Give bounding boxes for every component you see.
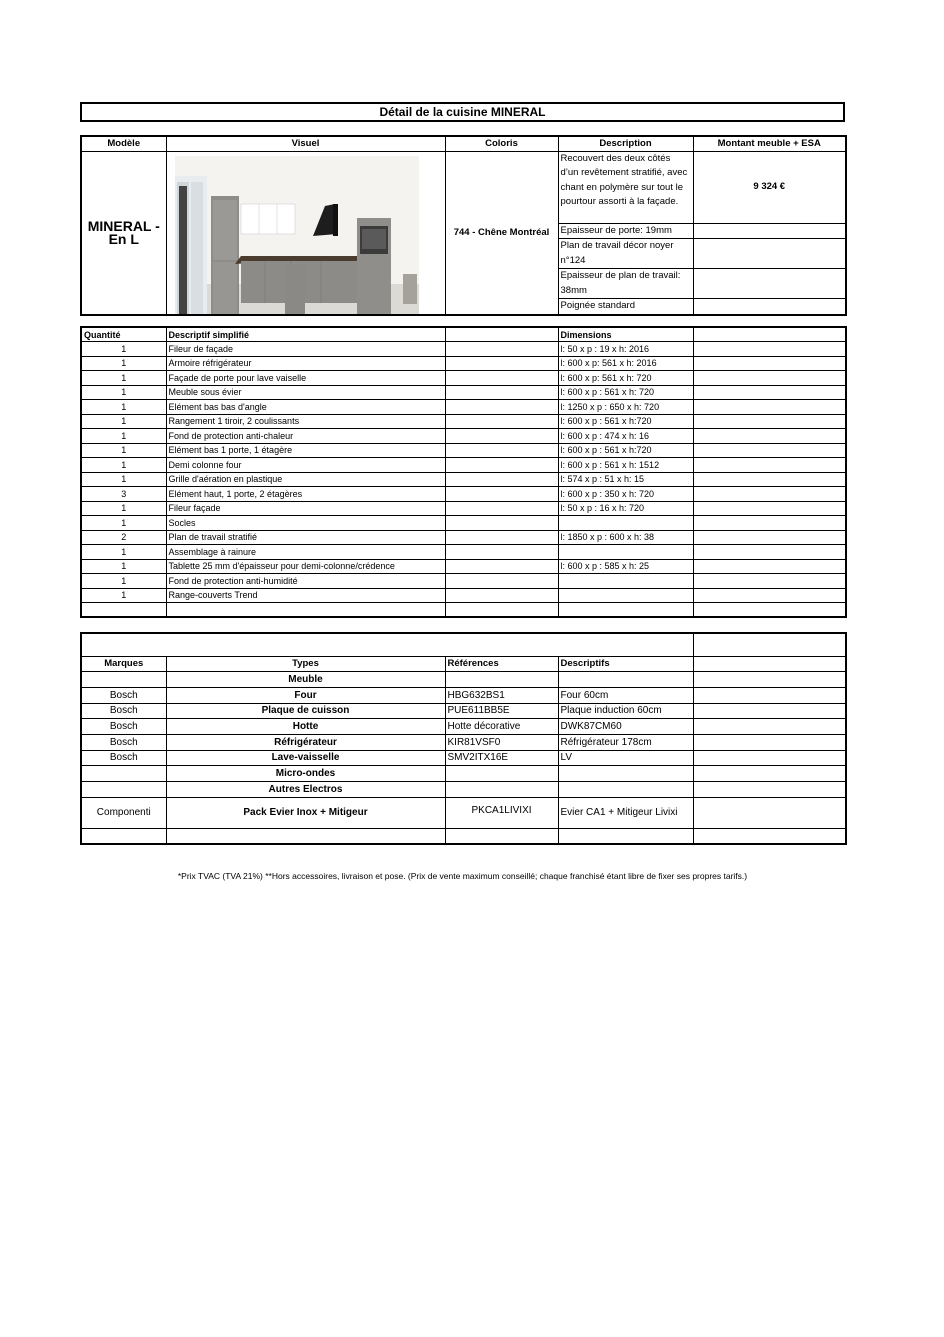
empty-cell <box>693 545 846 560</box>
appliance-type: Hotte <box>166 719 445 735</box>
empty-cell <box>693 588 846 603</box>
item-description: Elément bas bas d'angle <box>166 400 445 415</box>
empty-cell <box>81 828 166 844</box>
appliance-reference: Hotte décorative <box>445 719 558 735</box>
description-line: Recouvert des deux côtés d’un revêtement stratifié, avec chant en polymère sur tout le pourtour assorti à la façade. <box>558 151 693 223</box>
item-qty: 2 <box>81 530 166 545</box>
item-dimensions <box>558 545 693 560</box>
item-description: Elément bas 1 porte, 1 étagère <box>166 443 445 458</box>
footer-note: *Prix TVAC (TVA 21%) **Hors accessoires, livraison et pose. (Prix de vente maximum conseillé; chaque franchisé étant libre de fixer ses propres tarifs.) <box>177 871 748 881</box>
appliance-descriptif: Réfrigérateur 178cm <box>558 734 693 750</box>
empty-cell <box>693 672 846 688</box>
kitchen-visual <box>166 151 445 315</box>
item-row <box>81 574 846 589</box>
item-qty: 3 <box>81 487 166 502</box>
empty-cell <box>693 530 846 545</box>
empty-cell <box>693 782 846 798</box>
empty-cell <box>693 371 846 386</box>
item-description: Grille d'aération en plastique <box>166 472 445 487</box>
item-dimensions: l: 1850 x p : 600 x h: 38 <box>558 530 693 545</box>
items-table <box>80 326 847 618</box>
appliance-brand <box>81 782 166 798</box>
empty-cell <box>445 487 558 502</box>
item-description: Façade de porte pour lave vaiselle <box>166 371 445 386</box>
item-row <box>81 559 846 574</box>
item-dimensions <box>558 588 693 603</box>
appl-col-type: Types <box>166 656 445 672</box>
item-dimensions: l: 600 x p : 350 x h: 720 <box>558 487 693 502</box>
appliance-row <box>81 719 846 735</box>
price-value: 9 324 € <box>693 151 846 223</box>
empty-cell <box>445 530 558 545</box>
empty-cell <box>558 828 693 844</box>
items-col-qty: Quantité <box>81 327 166 342</box>
empty-cell <box>693 687 846 703</box>
item-row <box>81 371 846 386</box>
item-dimensions: l: 600 x p : 561 x h:720 <box>558 414 693 429</box>
empty-cell <box>445 371 558 386</box>
item-description: Armoire réfrigérateur <box>166 356 445 371</box>
page-title: Détail de la cuisine MINERAL <box>80 102 845 122</box>
item-row <box>81 545 846 560</box>
header-col-price: Montant meuble + ESA <box>693 136 846 151</box>
appliance-descriptif: Plaque induction 60cm <box>558 703 693 719</box>
empty-cell <box>693 443 846 458</box>
empty-cell <box>693 633 846 656</box>
empty-cell <box>445 429 558 444</box>
empty-cell <box>693 356 846 371</box>
empty-cell <box>693 603 846 618</box>
appliance-brand: Bosch <box>81 750 166 766</box>
items-col-dimensions: Dimensions <box>558 327 693 342</box>
item-dimensions <box>558 516 693 531</box>
empty-cell <box>693 734 846 750</box>
appliance-reference <box>445 672 558 688</box>
empty-cell <box>693 574 846 589</box>
empty-cell <box>693 828 846 844</box>
appliance-descriptif: LV <box>558 750 693 766</box>
item-description: Elément haut, 1 porte, 2 étagères <box>166 487 445 502</box>
item-dimensions: l: 50 x p : 19 x h: 2016 <box>558 342 693 357</box>
empty-cell <box>445 516 558 531</box>
item-description: Plan de travail stratifié <box>166 530 445 545</box>
item-row <box>81 342 846 357</box>
empty-cell <box>693 656 846 672</box>
appliance-reference: SMV2ITX16E <box>445 750 558 766</box>
empty-cell <box>445 472 558 487</box>
appliance-row <box>81 782 846 798</box>
item-row <box>81 472 846 487</box>
empty-cell <box>693 385 846 400</box>
appliance-reference: PUE611BB5E <box>445 703 558 719</box>
appliance-brand: Bosch <box>81 734 166 750</box>
appl-col-desc: Descriptifs <box>558 656 693 672</box>
item-description: Range-couverts Trend <box>166 588 445 603</box>
item-row <box>81 603 846 618</box>
item-description: Meuble sous évier <box>166 385 445 400</box>
item-dimensions: l: 600 x p : 561 x h:720 <box>558 443 693 458</box>
empty-cell <box>693 516 846 531</box>
item-description: Assemblage à rainure <box>166 545 445 560</box>
appliance-descriptif: DWK87CM60 <box>558 719 693 735</box>
appliance-descriptif <box>558 782 693 798</box>
item-qty: 1 <box>81 501 166 516</box>
empty-cell <box>445 458 558 473</box>
item-dimensions: l: 600 x p : 474 x h: 16 <box>558 429 693 444</box>
empty-cell <box>445 603 558 618</box>
item-qty: 1 <box>81 400 166 415</box>
item-description: Rangement 1 tiroir, 2 coulissants <box>166 414 445 429</box>
description-line: Poignée standard <box>558 299 693 315</box>
empty-cell <box>693 472 846 487</box>
item-description: Socles <box>166 516 445 531</box>
empty-cell <box>445 559 558 574</box>
empty-cell <box>693 501 846 516</box>
kitchen-header-table <box>80 135 847 316</box>
empty-cell <box>166 828 445 844</box>
item-qty: 1 <box>81 414 166 429</box>
appliance-type: Plaque de cuisson <box>166 703 445 719</box>
item-dimensions: l: 600 x p : 585 x h: 25 <box>558 559 693 574</box>
appliance-type: Meuble <box>166 672 445 688</box>
item-qty: 1 <box>81 356 166 371</box>
item-qty: 1 <box>81 545 166 560</box>
appl-col-ref: Références <box>445 656 558 672</box>
empty-cell <box>445 574 558 589</box>
appliance-descriptif <box>558 766 693 782</box>
item-description: Fileur façade <box>166 501 445 516</box>
empty-cell <box>693 429 846 444</box>
items-col-blank <box>693 327 846 342</box>
appliance-row <box>81 750 846 766</box>
appliance-type: Autres Electros <box>166 782 445 798</box>
empty-cell <box>693 269 846 299</box>
appliance-row <box>81 687 846 703</box>
item-dimensions: l: 600 x p: 561 x h: 720 <box>558 371 693 386</box>
description-line: Epaisseur de porte: 19mm <box>558 223 693 239</box>
empty-cell <box>445 414 558 429</box>
appliance-type: Réfrigérateur <box>166 734 445 750</box>
description-line: Epaisseur de plan de travail: 38mm <box>558 269 693 299</box>
appliance-brand: Bosch <box>81 687 166 703</box>
empty-cell <box>445 342 558 357</box>
item-row <box>81 356 846 371</box>
appliances-blank-header <box>81 633 693 656</box>
item-row <box>81 487 846 502</box>
appliance-type: Four <box>166 687 445 703</box>
pack-desc: Evier CA1 + Mitigeur Livixi <box>558 797 693 828</box>
header-col-model: Modèle <box>81 136 166 151</box>
item-description: Fond de protection anti-humidité <box>166 574 445 589</box>
item-qty: 1 <box>81 443 166 458</box>
item-dimensions: l: 600 x p : 561 x h: 720 <box>558 385 693 400</box>
header-col-coloris: Coloris <box>445 136 558 151</box>
empty-cell <box>693 239 846 269</box>
item-qty: 1 <box>81 371 166 386</box>
empty-cell <box>445 356 558 371</box>
appliance-type: Lave-vaisselle <box>166 750 445 766</box>
empty-cell <box>693 559 846 574</box>
appliance-reference <box>445 766 558 782</box>
header-col-description: Description <box>558 136 693 151</box>
item-qty: 1 <box>81 342 166 357</box>
empty-cell <box>693 458 846 473</box>
item-description: Tablette 25 mm d'épaisseur pour demi-colonne/crédence <box>166 559 445 574</box>
empty-cell <box>693 487 846 502</box>
empty-cell <box>693 703 846 719</box>
empty-cell <box>445 501 558 516</box>
item-row <box>81 588 846 603</box>
appliance-brand <box>81 766 166 782</box>
empty-cell <box>445 385 558 400</box>
empty-cell <box>445 588 558 603</box>
appliance-brand: Bosch <box>81 719 166 735</box>
pack-ref: PKCA1LIVIXI <box>445 797 558 828</box>
appliance-row <box>81 703 846 719</box>
appliance-descriptif <box>558 672 693 688</box>
item-row <box>81 443 846 458</box>
appliances-table <box>80 632 847 845</box>
item-qty: 1 <box>81 588 166 603</box>
item-dimensions <box>558 603 693 618</box>
pack-type: Pack Evier Inox + Mitigeur <box>166 797 445 828</box>
coloris-value: 744 - Chêne Montréal <box>445 151 558 315</box>
empty-cell <box>693 719 846 735</box>
appliance-row <box>81 734 846 750</box>
appliance-brand: Bosch <box>81 703 166 719</box>
empty-cell <box>693 223 846 239</box>
item-description <box>166 603 445 618</box>
item-description: Demi colonne four <box>166 458 445 473</box>
appliance-brand <box>81 672 166 688</box>
item-qty: 1 <box>81 458 166 473</box>
empty-cell <box>693 797 846 828</box>
item-row <box>81 400 846 415</box>
appliance-reference: KIR81VSF0 <box>445 734 558 750</box>
item-dimensions: l: 600 x p : 561 x h: 1512 <box>558 458 693 473</box>
item-row <box>81 530 846 545</box>
appl-col-brand: Marques <box>81 656 166 672</box>
empty-cell <box>445 443 558 458</box>
item-qty: 1 <box>81 385 166 400</box>
empty-cell <box>445 400 558 415</box>
item-qty: 1 <box>81 429 166 444</box>
item-dimensions: l: 50 x p : 16 x h: 720 <box>558 501 693 516</box>
empty-cell <box>693 750 846 766</box>
empty-cell <box>693 400 846 415</box>
item-qty: 1 <box>81 516 166 531</box>
model-name: MINERAL - En L <box>81 151 166 315</box>
item-dimensions: l: 1250 x p : 650 x h: 720 <box>558 400 693 415</box>
header-col-visual: Visuel <box>166 136 445 151</box>
item-row <box>81 414 846 429</box>
appliance-reference <box>445 782 558 798</box>
kitchen-photo-image <box>175 156 419 315</box>
item-description: Fond de protection anti-chaleur <box>166 429 445 444</box>
appliance-row <box>81 766 846 782</box>
item-qty: 1 <box>81 472 166 487</box>
items-col-blank <box>445 327 558 342</box>
item-dimensions <box>558 574 693 589</box>
item-row <box>81 429 846 444</box>
item-row <box>81 385 846 400</box>
item-qty <box>81 603 166 618</box>
empty-cell <box>693 766 846 782</box>
items-col-desc: Descriptif simplifié <box>166 327 445 342</box>
item-dimensions: l: 574 x p : 51 x h: 15 <box>558 472 693 487</box>
item-row <box>81 501 846 516</box>
item-row <box>81 516 846 531</box>
item-row <box>81 458 846 473</box>
pack-brand: Componenti <box>81 797 166 828</box>
item-dimensions: l: 600 x p: 561 x h: 2016 <box>558 356 693 371</box>
empty-cell <box>445 545 558 560</box>
item-description: Fileur de façade <box>166 342 445 357</box>
item-qty: 1 <box>81 559 166 574</box>
appliance-descriptif: Four 60cm <box>558 687 693 703</box>
description-line: Plan de travail décor noyer n°124 <box>558 239 693 269</box>
empty-cell <box>693 342 846 357</box>
appliance-row <box>81 672 846 688</box>
empty-cell <box>693 299 846 315</box>
empty-cell <box>693 414 846 429</box>
item-qty: 1 <box>81 574 166 589</box>
appliance-reference: HBG632BS1 <box>445 687 558 703</box>
items-body <box>81 342 846 618</box>
empty-cell <box>445 828 558 844</box>
appliances-body <box>81 672 846 798</box>
appliance-type: Micro-ondes <box>166 766 445 782</box>
